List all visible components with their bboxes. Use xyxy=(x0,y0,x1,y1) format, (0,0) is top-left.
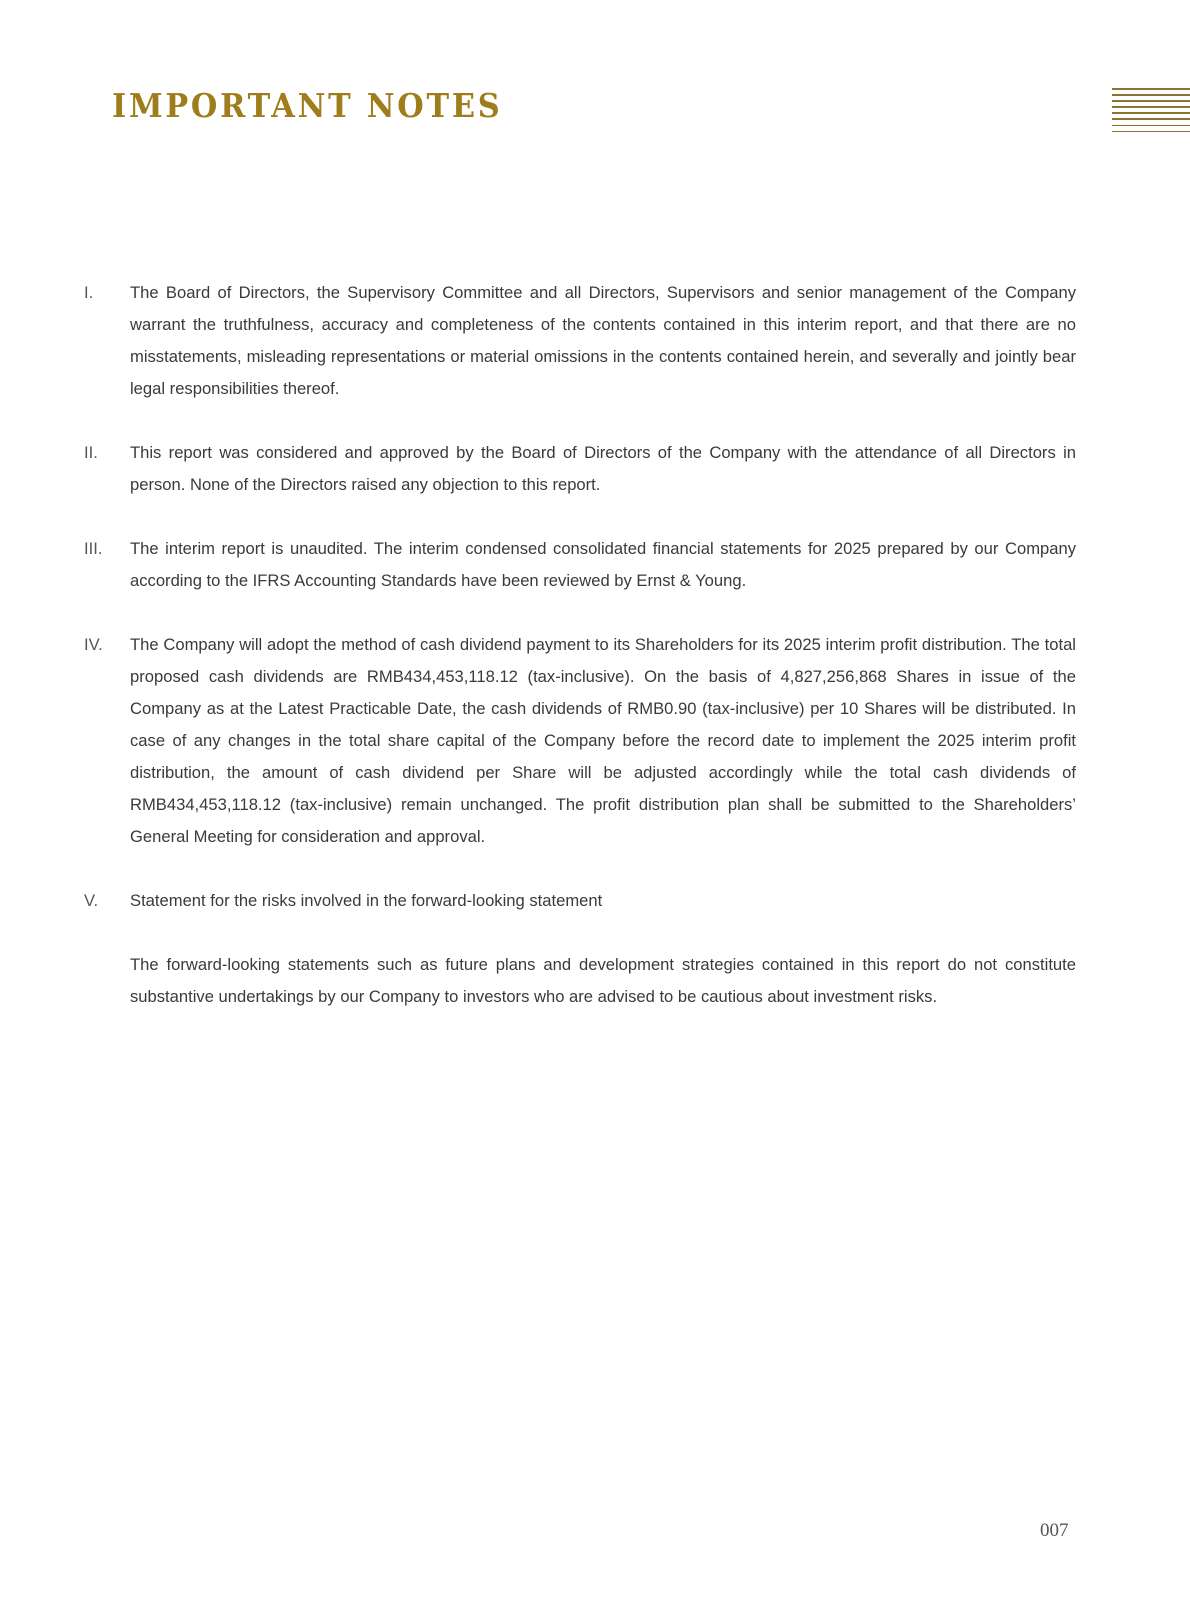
note-item-4 xyxy=(84,629,1076,853)
deco-line xyxy=(1112,106,1190,108)
note-item-3 xyxy=(84,533,1076,597)
horizontal-lines-icon xyxy=(1112,88,1190,137)
deco-line xyxy=(1112,94,1190,96)
page-number: 007 xyxy=(1040,1520,1069,1541)
deco-line xyxy=(1112,118,1190,120)
deco-line xyxy=(1112,125,1190,127)
notes-list xyxy=(84,277,1076,1045)
note-text: Statement for the risks involved in the forward-looking statement xyxy=(130,891,603,910)
note-subtext: The forward-looking statements such as future plans and development strategies contained in this report do not constitute substantive undertakings by our Company to investors who are advised to be cautious about investment risks. xyxy=(130,955,1076,1006)
note-numeral: III. xyxy=(84,539,103,558)
page-title: IMPORTANT NOTES xyxy=(112,86,503,125)
deco-line xyxy=(1112,112,1190,114)
note-numeral: II. xyxy=(84,443,98,462)
note-numeral: IV. xyxy=(84,635,103,654)
note-item-2 xyxy=(84,437,1076,501)
note-text: The interim report is unaudited. The interim condensed consolidated financial statements for 2025 prepared by our Company according to the IFRS Accounting Standards have been reviewed by Ernst & Young. xyxy=(130,539,1076,590)
note-text: The Company will adopt the method of cash dividend payment to its Shareholders for its 2025 interim profit distribution. The total proposed cash dividends are RMB434,453,118.12 (tax-inclusive). On the basis of 4,827,256,868 Shares in issue of the Company as at the Latest Practicable Date, the cash dividends of RMB0.90 (tax-inclusive) per 10 Shares will be distributed. In case of any changes in the total share capital of the Company before the record date to implement the 2025 interim profit distribution, the amount of cash dividend per Share will be adjusted accordingly while the total cash dividends of RMB434,453,118.12 (tax-inclusive) remain unchanged. The profit distribution plan shall be submitted to the Shareholders’ General Meeting for consideration and approval. xyxy=(130,635,1076,846)
note-text: The Board of Directors, the Supervisory Committee and all Directors, Supervisors and senior management of the Company warrant the truthfulness, accuracy and completeness of the contents contained in this interim report, and that there are no misstatements, misleading representations or material omissions in the contents contained herein, and severally and jointly bear legal responsibilities thereof. xyxy=(130,283,1076,398)
deco-line xyxy=(1112,88,1190,90)
deco-line xyxy=(1112,131,1190,133)
note-item-5 xyxy=(84,885,1076,917)
note-numeral: I. xyxy=(84,283,94,302)
note-numeral: V. xyxy=(84,891,99,910)
note-item-1 xyxy=(84,277,1076,405)
note-text: This report was considered and approved by the Board of Directors of the Company with the attendance of all Directors in person. None of the Directors raised any objection to this report. xyxy=(130,443,1076,494)
deco-line xyxy=(1112,100,1190,102)
